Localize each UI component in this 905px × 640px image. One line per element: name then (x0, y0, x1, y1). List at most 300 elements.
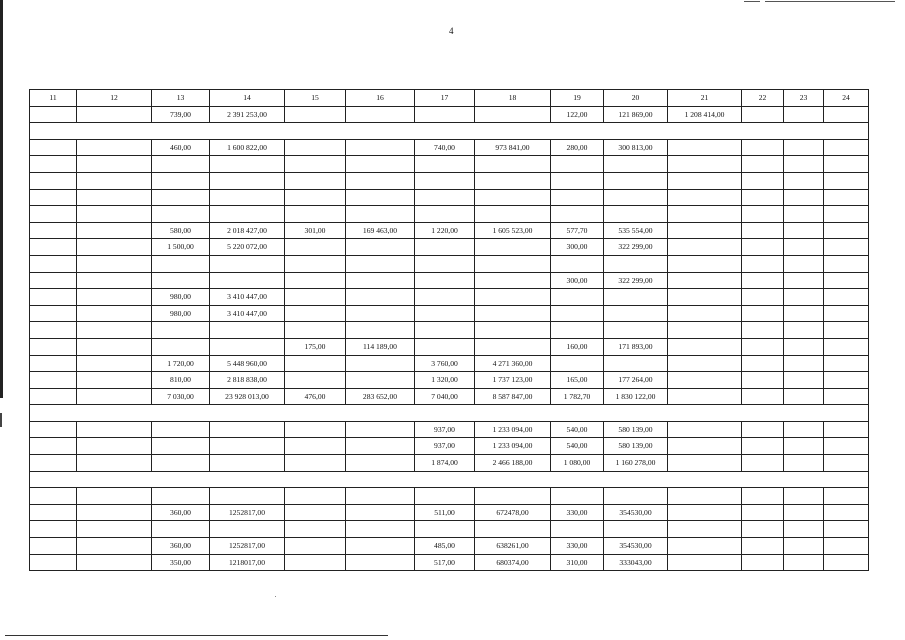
table-cell: 7 030,00 (152, 388, 210, 405)
table-cell (346, 488, 415, 505)
table-cell: 330,00 (551, 504, 604, 521)
table-cell (784, 189, 824, 206)
table-cell (742, 488, 784, 505)
table-cell (784, 239, 824, 256)
table-cell (742, 322, 784, 339)
table-cell (77, 388, 152, 405)
table-cell: 360,00 (152, 504, 210, 521)
table-cell: 1 080,00 (551, 455, 604, 472)
table-cell (742, 272, 784, 289)
table-cell (784, 338, 824, 355)
table-cell (346, 289, 415, 306)
table-cell (475, 172, 551, 189)
table-cell (285, 355, 346, 372)
table-cell: 4 271 360,00 (475, 355, 551, 372)
column-header: 15 (285, 90, 346, 107)
table-cell: 3 760,00 (415, 355, 475, 372)
table-cell: 122,00 (551, 106, 604, 123)
table-cell (210, 521, 285, 538)
table-cell (152, 421, 210, 438)
table-cell (285, 488, 346, 505)
table-cell: 1 605 523,00 (475, 222, 551, 239)
table-cell (668, 189, 742, 206)
table-cell: 1252817,00 (210, 504, 285, 521)
table-cell (285, 372, 346, 389)
table-cell (784, 156, 824, 173)
table-cell (415, 322, 475, 339)
table-cell: 2 018 427,00 (210, 222, 285, 239)
table-cell (77, 488, 152, 505)
table-cell (551, 255, 604, 272)
table-row (30, 255, 869, 272)
table-cell (824, 355, 869, 372)
table-cell (30, 222, 77, 239)
table-cell (668, 521, 742, 538)
table-cell (210, 421, 285, 438)
table-cell (152, 488, 210, 505)
table-cell (604, 289, 668, 306)
table-cell (551, 305, 604, 322)
table-cell (415, 106, 475, 123)
table-cell (784, 521, 824, 538)
table-cell (30, 189, 77, 206)
table-cell (346, 139, 415, 156)
table-cell (30, 421, 77, 438)
table-row (30, 172, 869, 189)
table-cell (784, 372, 824, 389)
table-cell: 540,00 (551, 421, 604, 438)
table-cell (824, 388, 869, 405)
table-cell (668, 255, 742, 272)
table-cell (210, 438, 285, 455)
table-cell: 121 869,00 (604, 106, 668, 123)
table-cell (742, 521, 784, 538)
table-cell: 23 928 013,00 (210, 388, 285, 405)
table-cell (415, 488, 475, 505)
table-row (30, 488, 869, 505)
table-cell (742, 372, 784, 389)
table-cell (824, 255, 869, 272)
table-cell (742, 388, 784, 405)
table-cell (604, 322, 668, 339)
table-cell (77, 521, 152, 538)
table-row (30, 156, 869, 173)
table-cell (551, 355, 604, 372)
table-cell (152, 206, 210, 223)
table-cell (604, 521, 668, 538)
table-row (30, 289, 869, 306)
table-cell (285, 189, 346, 206)
table-cell (30, 488, 77, 505)
table-cell (346, 272, 415, 289)
column-header: 21 (668, 90, 742, 107)
table-cell (824, 421, 869, 438)
table-cell (30, 305, 77, 322)
table-cell (784, 255, 824, 272)
table-cell (415, 272, 475, 289)
table-cell (551, 189, 604, 206)
table-cell: 1 208 414,00 (668, 106, 742, 123)
table-cell: 740,00 (415, 139, 475, 156)
table-cell (210, 189, 285, 206)
table-cell (210, 172, 285, 189)
table-cell: 460,00 (152, 139, 210, 156)
table-row (30, 521, 869, 538)
table-row (30, 106, 869, 123)
table-cell (30, 438, 77, 455)
table-cell (152, 156, 210, 173)
table-cell (784, 139, 824, 156)
column-header: 16 (346, 90, 415, 107)
table-cell (824, 372, 869, 389)
table-cell (346, 156, 415, 173)
table-cell (824, 488, 869, 505)
table-cell (742, 189, 784, 206)
separator-cell (30, 123, 869, 140)
table-cell (77, 206, 152, 223)
table-cell: 739,00 (152, 106, 210, 123)
table-row (30, 355, 869, 372)
table-cell (668, 388, 742, 405)
table-cell (824, 504, 869, 521)
table-cell: 114 189,00 (346, 338, 415, 355)
data-table (29, 89, 869, 571)
table-cell (285, 289, 346, 306)
table-cell: 350,00 (152, 554, 210, 571)
column-header: 11 (30, 90, 77, 107)
table-cell: 165,00 (551, 372, 604, 389)
table-cell (551, 289, 604, 306)
table-cell (210, 455, 285, 472)
table-cell (475, 206, 551, 223)
table-cell (784, 488, 824, 505)
table-cell (30, 239, 77, 256)
table-cell (30, 355, 77, 372)
table-cell (77, 322, 152, 339)
table-cell (285, 554, 346, 571)
table-cell: 7 040,00 (415, 388, 475, 405)
table-cell (346, 206, 415, 223)
table-cell (285, 172, 346, 189)
table-cell (784, 106, 824, 123)
table-cell (742, 156, 784, 173)
table-cell (346, 189, 415, 206)
table-cell (346, 421, 415, 438)
table-cell (742, 305, 784, 322)
table-cell: 2 818 838,00 (210, 372, 285, 389)
table-cell (668, 538, 742, 555)
table-cell: 580 139,00 (604, 438, 668, 455)
table-cell (30, 322, 77, 339)
column-header: 20 (604, 90, 668, 107)
table-cell (742, 554, 784, 571)
table-cell (77, 189, 152, 206)
table-cell (784, 172, 824, 189)
table-cell (285, 272, 346, 289)
table-cell (210, 272, 285, 289)
scan-edge-mark (0, 0, 3, 398)
column-header: 23 (784, 90, 824, 107)
table-row (30, 438, 869, 455)
table-cell: 1 720,00 (152, 355, 210, 372)
table-cell (210, 322, 285, 339)
table-cell (346, 554, 415, 571)
table-cell (668, 421, 742, 438)
table-cell (824, 289, 869, 306)
table-cell (285, 538, 346, 555)
table-cell (30, 538, 77, 555)
table-cell (30, 206, 77, 223)
table-cell (210, 255, 285, 272)
table-cell (604, 189, 668, 206)
section-separator-row (30, 123, 869, 140)
scan-speck (275, 596, 276, 597)
table-cell (77, 504, 152, 521)
table-cell (30, 156, 77, 173)
table-cell (30, 372, 77, 389)
table-cell (742, 538, 784, 555)
table-cell (784, 222, 824, 239)
table-cell (742, 355, 784, 372)
table-cell: 580,00 (152, 222, 210, 239)
table-cell: 169 463,00 (346, 222, 415, 239)
table-row (30, 455, 869, 472)
table-cell (346, 438, 415, 455)
table-cell (604, 156, 668, 173)
table-cell: 580 139,00 (604, 421, 668, 438)
table-cell (824, 455, 869, 472)
table-cell (77, 156, 152, 173)
table-cell: 1 830 122,00 (604, 388, 668, 405)
table-cell (551, 206, 604, 223)
table-cell (77, 338, 152, 355)
column-header: 13 (152, 90, 210, 107)
table-cell (824, 239, 869, 256)
table-row (30, 305, 869, 322)
section-separator-row (30, 405, 869, 422)
table-cell (668, 206, 742, 223)
table-cell (784, 421, 824, 438)
table-cell (346, 521, 415, 538)
table-cell (346, 504, 415, 521)
table-cell: 680374,00 (475, 554, 551, 571)
table-cell (30, 289, 77, 306)
table-cell (30, 338, 77, 355)
table-cell (285, 139, 346, 156)
table-cell (824, 206, 869, 223)
table-cell: 310,00 (551, 554, 604, 571)
table-cell (784, 289, 824, 306)
table-cell (77, 289, 152, 306)
table-cell (30, 106, 77, 123)
table-cell: 322 299,00 (604, 239, 668, 256)
table-cell (77, 172, 152, 189)
table-cell (210, 338, 285, 355)
table-cell (152, 272, 210, 289)
table-cell (77, 139, 152, 156)
table-cell (346, 172, 415, 189)
table-row (30, 222, 869, 239)
table-cell: 1218017,00 (210, 554, 285, 571)
table-cell (415, 289, 475, 306)
table-cell: 160,00 (551, 338, 604, 355)
table-cell: 1 737 123,00 (475, 372, 551, 389)
table-cell (285, 305, 346, 322)
table-cell (742, 106, 784, 123)
table-cell (668, 504, 742, 521)
table-cell (824, 106, 869, 123)
table-cell: 360,00 (152, 538, 210, 555)
table-cell (285, 156, 346, 173)
table-cell (346, 255, 415, 272)
table-row (30, 189, 869, 206)
table-cell (551, 488, 604, 505)
table-cell (668, 222, 742, 239)
table-cell (604, 488, 668, 505)
table-cell (475, 289, 551, 306)
table-cell: 973 841,00 (475, 139, 551, 156)
table-cell: 5 448 960,00 (210, 355, 285, 372)
table-cell: 283 652,00 (346, 388, 415, 405)
table-cell (784, 438, 824, 455)
table-cell: 937,00 (415, 438, 475, 455)
table-cell (152, 322, 210, 339)
table-cell (668, 554, 742, 571)
table-cell: 2 391 253,00 (210, 106, 285, 123)
table-cell (415, 521, 475, 538)
table-cell (742, 455, 784, 472)
table-cell (668, 239, 742, 256)
table-cell (668, 289, 742, 306)
table-cell (285, 322, 346, 339)
table-row (30, 139, 869, 156)
table-cell: 280,00 (551, 139, 604, 156)
table-cell (824, 338, 869, 355)
column-header: 24 (824, 90, 869, 107)
scan-edge-mark (0, 413, 2, 427)
table-cell (668, 438, 742, 455)
table-cell (77, 272, 152, 289)
header-rule (765, 1, 895, 2)
table-cell: 577,70 (551, 222, 604, 239)
footer-rule (5, 635, 388, 636)
table-cell (784, 504, 824, 521)
table-cell (742, 289, 784, 306)
table-cell: 476,00 (285, 388, 346, 405)
table-cell (210, 488, 285, 505)
table-cell (152, 255, 210, 272)
table-cell (415, 239, 475, 256)
table-cell (784, 305, 824, 322)
table-cell (415, 255, 475, 272)
table-cell: 1 500,00 (152, 239, 210, 256)
table-cell (285, 255, 346, 272)
table-cell (152, 172, 210, 189)
table-cell: 810,00 (152, 372, 210, 389)
table-cell: 333043,00 (604, 554, 668, 571)
table-cell (346, 538, 415, 555)
table-cell (415, 305, 475, 322)
table-cell: 300,00 (551, 272, 604, 289)
table-cell (346, 106, 415, 123)
table-row (30, 206, 869, 223)
table-cell (152, 438, 210, 455)
table-cell (30, 139, 77, 156)
section-separator-row (30, 471, 869, 488)
table-cell: 1 782,70 (551, 388, 604, 405)
table-cell (824, 322, 869, 339)
table-cell: 980,00 (152, 289, 210, 306)
table-cell: 322 299,00 (604, 272, 668, 289)
table-cell (551, 156, 604, 173)
table-cell (30, 388, 77, 405)
table-cell (30, 504, 77, 521)
table-cell (152, 455, 210, 472)
table-cell (824, 139, 869, 156)
table-row (30, 538, 869, 555)
table-body (30, 106, 869, 571)
table-cell: 301,00 (285, 222, 346, 239)
table-cell (285, 421, 346, 438)
table-cell: 535 554,00 (604, 222, 668, 239)
table-cell: 175,00 (285, 338, 346, 355)
table-cell (415, 206, 475, 223)
table-cell: 980,00 (152, 305, 210, 322)
table-cell (784, 554, 824, 571)
table-cell (30, 272, 77, 289)
table-cell: 1 160 278,00 (604, 455, 668, 472)
table-cell (668, 455, 742, 472)
table-cell (551, 322, 604, 339)
table-cell (30, 455, 77, 472)
table-cell (77, 455, 152, 472)
table-cell (415, 338, 475, 355)
table-cell (604, 305, 668, 322)
table-cell (346, 372, 415, 389)
table-row (30, 554, 869, 571)
table-cell (604, 255, 668, 272)
page-number: 4 (449, 26, 454, 36)
table-cell (824, 521, 869, 538)
table-cell (77, 438, 152, 455)
table-cell (668, 372, 742, 389)
table-cell (77, 239, 152, 256)
table-cell (475, 521, 551, 538)
header-row (30, 90, 869, 107)
table-cell (824, 554, 869, 571)
table-cell (30, 521, 77, 538)
table-row (30, 504, 869, 521)
table-cell (285, 438, 346, 455)
table-row (30, 372, 869, 389)
table-cell (152, 338, 210, 355)
table-cell (668, 156, 742, 173)
table-cell (742, 504, 784, 521)
table-cell (742, 239, 784, 256)
table-cell (30, 554, 77, 571)
table-cell (475, 272, 551, 289)
table-cell: 485,00 (415, 538, 475, 555)
table-cell (346, 455, 415, 472)
table-cell: 8 587 847,00 (475, 388, 551, 405)
header-rule (744, 1, 760, 2)
table-cell (77, 355, 152, 372)
table-cell (668, 172, 742, 189)
table-cell (784, 388, 824, 405)
column-header: 18 (475, 90, 551, 107)
table-cell (285, 455, 346, 472)
table-cell: 1 220,00 (415, 222, 475, 239)
